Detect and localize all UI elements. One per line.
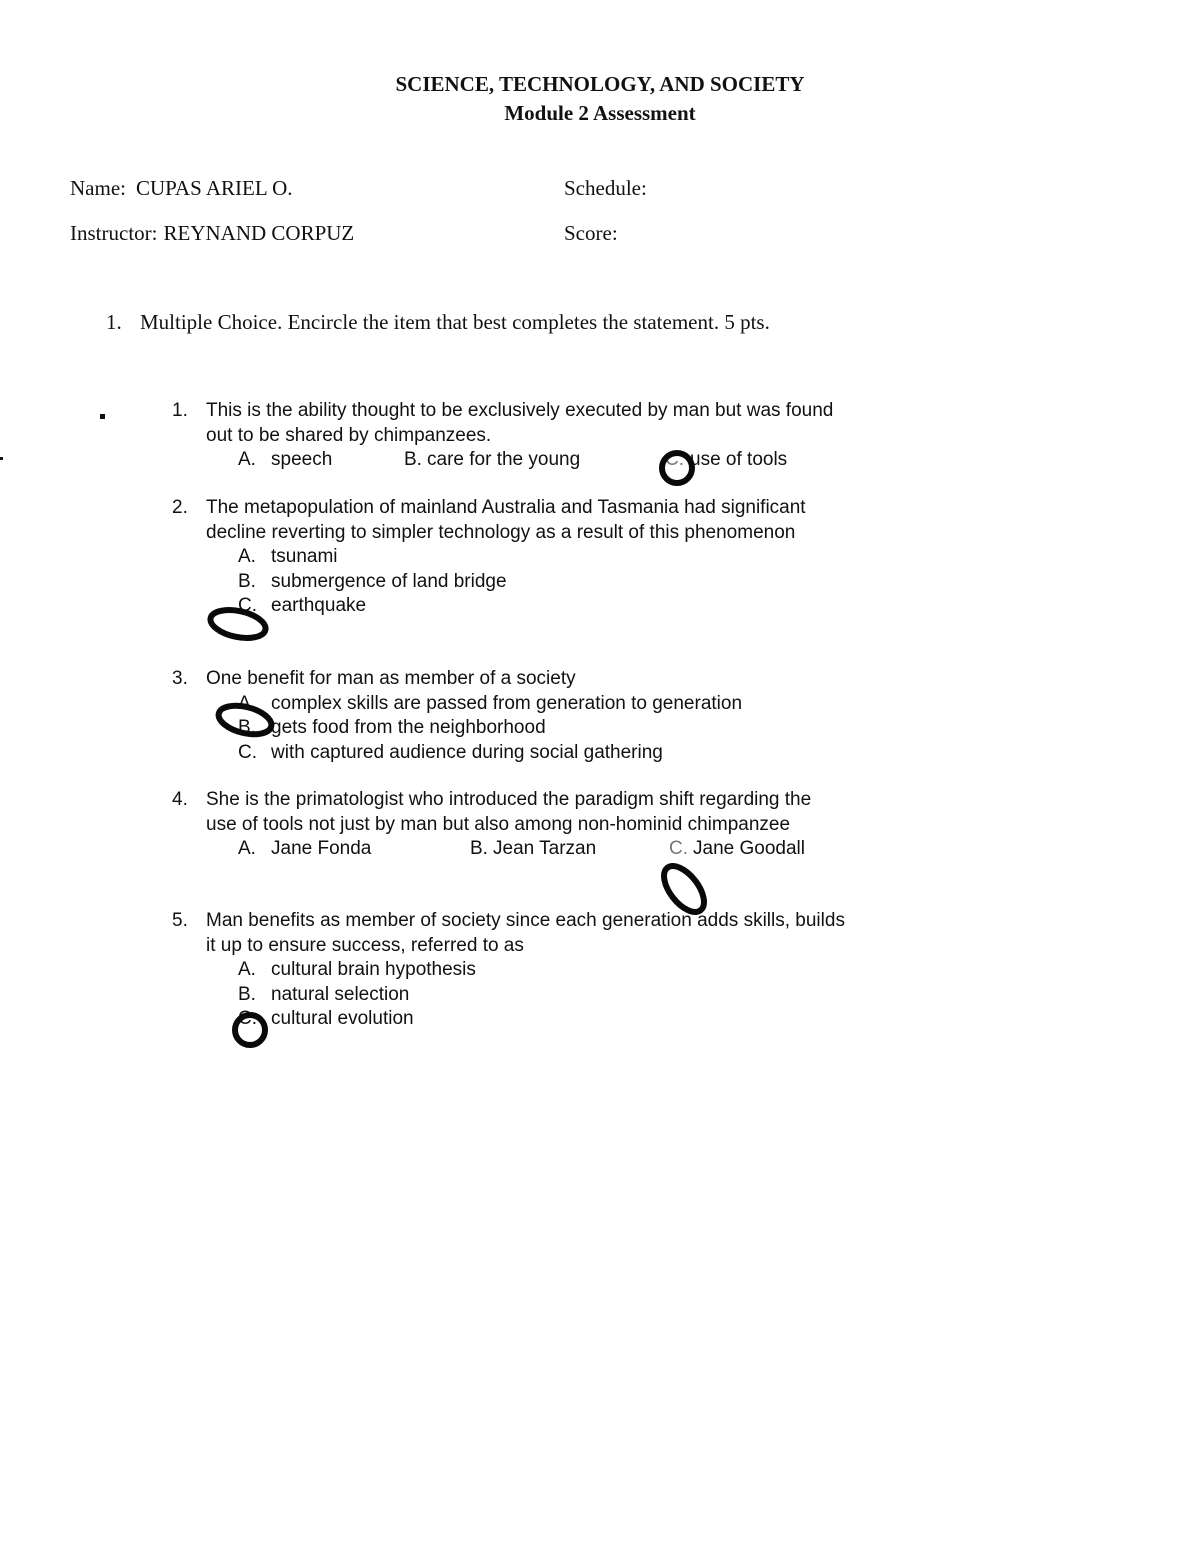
question-number: 2. xyxy=(172,497,188,518)
question-text: This is the ability thought to be exclusively executed by man but was found out to be shared by chimpanzees. xyxy=(206,400,834,446)
option-letter: C. xyxy=(238,1008,257,1029)
name-field xyxy=(70,176,293,201)
option-text: with captured audience during social gathering xyxy=(271,741,663,763)
option-text: Jane Goodall xyxy=(693,838,805,859)
option-text: use of tools xyxy=(690,449,788,470)
question-number: 1. xyxy=(172,400,188,421)
score-field xyxy=(564,221,628,246)
instructions xyxy=(106,310,770,335)
option-text: cultural brain hypothesis xyxy=(271,959,476,980)
question-2 xyxy=(172,496,852,619)
option-b xyxy=(238,716,852,741)
option-letter: A. xyxy=(238,838,256,859)
option-c xyxy=(238,594,852,619)
option-text: earthquake xyxy=(271,595,367,616)
option-text: care for the young xyxy=(427,449,581,470)
option-letter: B. xyxy=(238,717,256,738)
schedule-label: Schedule: xyxy=(564,176,647,200)
option-c xyxy=(238,741,852,766)
bullet-mark xyxy=(100,414,105,419)
question-text: She is the primatologist who introduced the paradigm shift regarding the use of tools not just by man but also among non-hominid chimpanzee xyxy=(206,789,812,835)
course-title: SCIENCE, TECHNOLOGY, AND SOCIETY xyxy=(395,72,805,96)
option-letter: C. xyxy=(665,449,684,470)
option-text: speech xyxy=(271,449,333,470)
option-letter: C. xyxy=(238,741,257,763)
name-value: CUPAS ARIEL O. xyxy=(135,176,293,200)
instructor-value: REYNAND CORPUZ xyxy=(163,221,355,245)
option-letter: B. xyxy=(238,983,256,1005)
option-text: tsunami xyxy=(271,546,338,567)
option-b xyxy=(238,983,852,1008)
question-number: 4. xyxy=(172,789,188,810)
option-text: complex skills are passed from generation to generation xyxy=(271,692,743,714)
option-a xyxy=(238,545,852,570)
module-title: Module 2 Assessment xyxy=(504,101,696,125)
instructor-label: Instructor: xyxy=(70,221,158,245)
name-label: Name: xyxy=(70,176,126,200)
options-row xyxy=(172,837,852,862)
question-text: Man benefits as member of society since each generation adds skills, builds it up to ensure success, referred to as xyxy=(206,910,845,956)
question-number: 3. xyxy=(172,668,188,689)
question-5 xyxy=(172,909,852,1032)
option-a xyxy=(238,692,852,717)
option-letter: C. xyxy=(669,838,688,859)
option-text: natural selection xyxy=(271,983,410,1005)
option-letter: B. xyxy=(470,838,488,859)
score-label: Score: xyxy=(564,221,618,245)
question-3 xyxy=(172,667,852,765)
instructions-number: 1. xyxy=(106,310,122,334)
option-b xyxy=(238,570,852,595)
option-c xyxy=(238,1007,852,1032)
question-number: 5. xyxy=(172,910,188,931)
option-text: cultural evolution xyxy=(271,1008,414,1029)
option-text: Jean Tarzan xyxy=(493,838,597,859)
option-a xyxy=(238,958,852,983)
option-text: submergence of land bridge xyxy=(271,570,507,592)
option-text: Jane Fonda xyxy=(271,838,372,859)
option-letter: A. xyxy=(238,959,256,980)
options-row xyxy=(172,448,852,473)
instructions-text: Multiple Choice. Encircle the item that best completes the statement. 5 pts. xyxy=(140,310,770,334)
edge-mark xyxy=(0,457,3,460)
question-4 xyxy=(172,788,852,862)
option-letter: B. xyxy=(404,449,422,470)
question-1 xyxy=(172,399,852,473)
option-letter: A. xyxy=(238,449,256,470)
question-text: One benefit for man as member of a society xyxy=(206,668,576,689)
option-letter: A. xyxy=(238,546,256,567)
option-letter: A. xyxy=(238,692,256,714)
option-letter: C. xyxy=(238,595,257,616)
option-text: gets food from the neighborhood xyxy=(271,717,546,738)
schedule-field xyxy=(564,176,657,201)
question-text: The metapopulation of mainland Australia and Tasmania had significant decline reverting to simpler technology as a result of this phenomenon xyxy=(206,497,806,543)
option-letter: B. xyxy=(238,570,256,592)
instructor-field xyxy=(70,221,354,246)
